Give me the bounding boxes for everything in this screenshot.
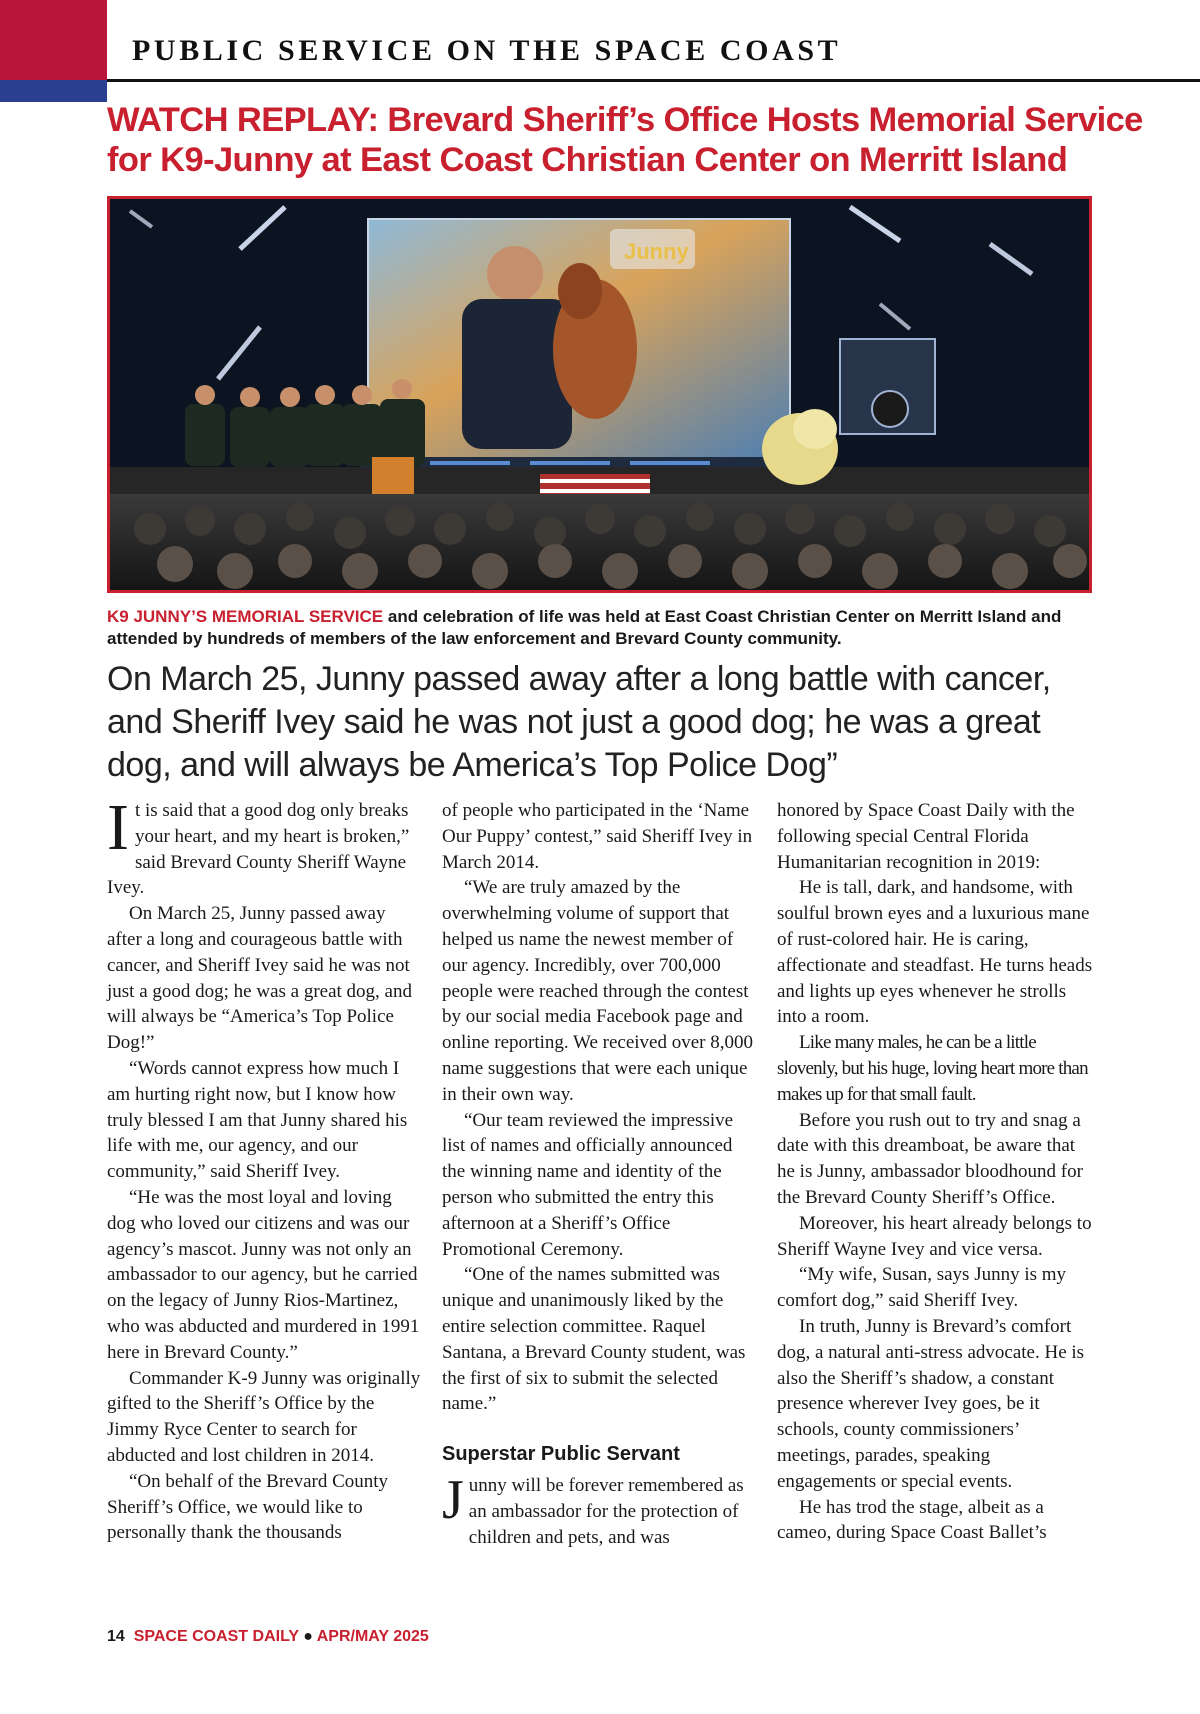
paragraph: “Words cannot express how much I am hurting right now, but I know how truly blessed I am that Junny shared his life with me, our agency, and our community,” said Sheriff Ivey. [107,1057,408,1183]
paragraph: In truth, Junny is Brevard’s comfort dog, a natural anti-stress advocate. He is also the Sheriff’s shadow, a constant presence wherever Ivey goes, be it schools, county commissioners’ meetings, parades, speaking engagements or special events. [777,1315,1085,1492]
caption-lead: K9 JUNNY’S MEMORIAL SERVICE [107,607,384,626]
corner-accent-red [0,0,107,80]
paragraph: of people who participated in the ‘Name Our Puppy’ contest,” said Sheriff Ivey in March 2014. [442,800,753,873]
drop-cap: J [442,1469,464,1532]
photo-caption [107,606,1092,650]
article-column-1 [107,791,423,1546]
header-rule [107,79,1200,82]
caption-text: and celebration of life was held at East Coast Christian Center on Merritt Island and attended by hundreds of members of the law enforcement and Brevard County community. [107,607,1062,648]
paragraph: It is said that a good dog only breaks your heart, and my heart is broken,” said Brevard County Sheriff Wayne Ivey. [107,791,410,899]
paragraph: “We are truly amazed by the overwhelming volume of support that helped us name the newest member of our agency. Incredibly, over 700,000 people were reached through the contest by our social media Facebook page and online reporting. We received over 8,000 name suggestions that were each unique in their own way. [442,877,753,1105]
issue-date: APR/MAY 2025 [316,1628,429,1645]
paragraph: He has trod the stage, albeit as a cameo, during Space Coast Ballet’s [777,1496,1047,1544]
publication-name: SPACE COAST DAILY [133,1628,299,1645]
screen-caption-text: Junny [624,239,689,264]
bullet-separator: ● [303,1628,313,1645]
paragraph: On March 25, Junny passed away after a long and courageous battle with cancer, and Sheriff Ivey said he was not just a good dog; he was a great dog, and will always be “America’s Top Police Dog!” [107,903,412,1054]
paragraph: Junny will be forever remembered as an ambassador for the protection of children and pets, and was [442,1469,744,1548]
paragraph: He is tall, dark, and handsome, with soulful brown eyes and a luxurious mane of rust-colored hair. He is caring, affectionate and steadfast. He turns heads and lights up eyes whenever he strolls into a room. [777,877,1093,1028]
paragraph: “Our team reviewed the impressive list of names and officially announced the winning name and identity of the person who submitted the entry this afternoon at a Sheriff’s Office Promotional Ceremony. [442,1109,734,1260]
pull-quote: On March 25, Junny passed away after a long battle with cancer, and Sheriff Ivey said he was not just a good dog; he was a great dog, and will always be America’s Top Police Dog” [107,660,1051,784]
article-column-3 [777,798,1093,1546]
paragraph: honored by Space Coast Daily with the following special Central Florida Humanitarian recognition in 2019: [777,800,1075,873]
paragraph: “One of the names submitted was unique and unanimously liked by the entire selection committee. Raquel Santana, a Brevard County student, was the first of six to submit the selected name.” [442,1264,746,1415]
paragraph: Like many males, he can be a little slovenly, but his huge, loving heart more than makes up for that small fault. [777,1032,1088,1105]
section-title: PUBLIC SERVICE ON THE SPACE COAST [132,34,842,67]
paragraph: Commander K-9 Junny was originally gifted to the Sheriff’s Office by the Jimmy Ryce Center to search for abducted and lost children in 2014. [107,1367,421,1466]
paragraph: Before you rush out to try and snag a date with this dreamboat, be aware that he is Junny, ambassador bloodhound for the Brevard County Sheriff’s Office. [777,1109,1083,1208]
memorial-service-photo [107,196,1092,593]
corner-accent-blue [0,80,107,102]
page-footer [107,1628,429,1646]
paragraph: “On behalf of the Brevard County Sheriff’s Office, we would like to personally thank the thousands [107,1470,389,1544]
drop-cap: I [107,791,129,864]
paragraph: Moreover, his heart already belongs to Sheriff Wayne Ivey and vice versa. [777,1212,1092,1260]
subheading: Superstar Public Servant [442,1443,680,1466]
paragraph: “He was the most loyal and loving dog who loved our citizens and was our agency’s mascot. Junny was not only an ambassador to our agency, but he carried on the legacy of Junny Rios-Martinez, who was abducted and murdered in 1991 here in Brevard County.” [107,1186,420,1363]
paragraph: “My wife, Susan, says Junny is my comfort dog,” said Sheriff Ivey. [777,1264,1067,1312]
article-column-2 [442,798,758,1551]
page-number: 14 [107,1628,125,1645]
article-headline: WATCH REPLAY: Brevard Sheriff’s Office Hosts Memorial Service for K9-Junny at East Coast Christian Center on Merritt Island [107,101,1143,179]
